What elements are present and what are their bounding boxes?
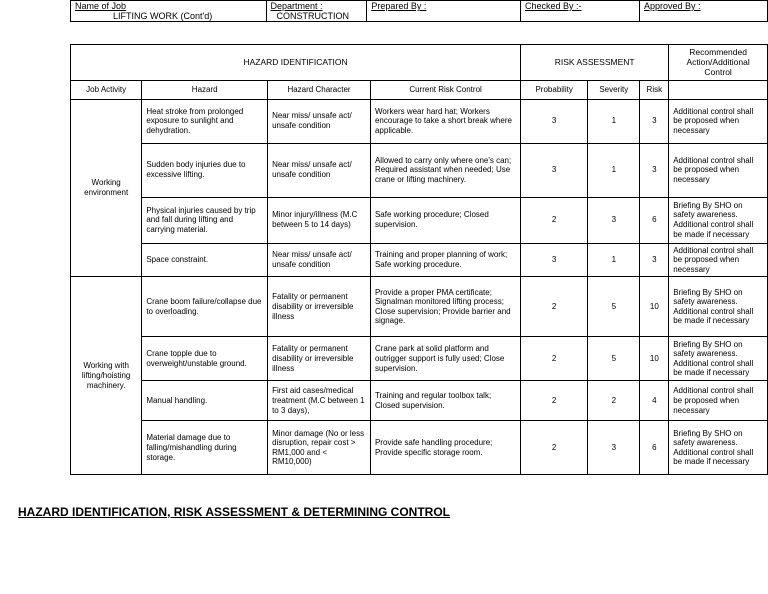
current-risk-control-header: Current Risk Control [370,80,520,99]
risk-control-cell: Provide safe handling procedure; Provide specific storage room. [370,421,520,475]
hazard-character-cell: Near miss/ unsafe act/ unsafe condition [268,99,371,143]
recommended-action-cell: Briefing By SHO on safety awareness. Additional control shall be made if necessary [669,337,768,381]
severity-cell: 1 [588,243,640,277]
recommended-action-cell: Additional control shall be proposed when necessary [669,99,768,143]
action-header-empty [669,80,768,99]
job-name-cell [71,1,267,22]
hazard-table [70,44,768,475]
risk-control-cell: Crane park at solid platform and outrigger support is fully used; Close supervision. [370,337,520,381]
risk-cell: 10 [640,277,669,337]
hazard-header: Hazard [142,80,268,99]
risk-control-cell: Provide a proper PMA certificate; Signalman monitored lifting process; Close supervision; Provide barrier and signage. [370,277,520,337]
table-row [71,381,768,421]
table-row [71,421,768,475]
risk-control-cell: Workers wear hard hat; Workers encourage to take a short break where applicable. [370,99,520,143]
risk-cell: 4 [640,381,669,421]
table-row [71,337,768,381]
probability-cell: 3 [521,143,588,197]
hazard-cell: Sudden body injuries due to excessive lifting. [142,143,268,197]
risk-cell: 3 [640,243,669,277]
hazard-cell: Space constraint. [142,243,268,277]
probability-cell: 2 [521,337,588,381]
severity-cell: 1 [588,99,640,143]
hazard-character-cell: Minor injury/illness (M.C between 5 to 14 days) [268,197,371,243]
hazard-cell: Crane boom failure/collapse due to overloading. [142,277,268,337]
hazard-cell: Physical injuries caused by trip and fall during lifting and carrying material. [142,197,268,243]
severity-cell: 3 [588,197,640,243]
prepared-by-label: Prepared By : [371,1,427,11]
hazard-cell: Heat stroke from prolonged exposure to sunlight and dehydration. [142,99,268,143]
probability-cell: 2 [521,277,588,337]
hazard-character-cell: Minor damage (No or less disruption, repair cost > RM1,000 and < RM10,000) [268,421,371,475]
table-row [71,243,768,277]
table-row [71,99,768,143]
recommended-action-cell: Briefing By SHO on safety awareness. Additional control shall be made if necessary [669,421,768,475]
risk-header: Risk [640,80,669,99]
risk-cell: 6 [640,197,669,243]
approved-by-label: Approved By : [644,1,701,11]
checked-by-label: Checked By :- [524,1,582,11]
hazard-cell: Material damage due to falling/mishandling during storage. [142,421,268,475]
job-name-label: Name of Job [75,1,127,11]
hazard-character-cell: Near miss/ unsafe act/ unsafe condition [268,143,371,197]
department-label: Department : [270,1,323,11]
hazard-character-cell: Near miss/ unsafe act/ unsafe condition [268,243,371,277]
recommended-action-cell: Briefing By SHO on safety awareness. Additional control shall be made if necessary [669,277,768,337]
risk-control-cell: Allowed to carry only where one's can; Required assistant when needed; Use crane or lifting machinery. [370,143,520,197]
severity-cell: 5 [588,337,640,381]
probability-cell: 2 [521,421,588,475]
severity-cell: 3 [588,421,640,475]
hazard-character-header: Hazard Character [268,80,371,99]
department-value: CONSTRUCTION [276,11,350,21]
job-activity-header: Job Activity [71,80,142,99]
severity-cell: 1 [588,143,640,197]
hazard-character-cell: First aid cases/medical treatment (M.C between 1 to 3 days), [268,381,371,421]
job-activity-cell: Working with lifting/hoisting machinery. [71,277,142,475]
risk-cell: 3 [640,99,669,143]
recommended-action-cell: Briefing By SHO on safety awareness. Additional control shall be made if necessary [669,197,768,243]
severity-header: Severity [588,80,640,99]
table-row [71,143,768,197]
job-activity-cell: Working environment [71,99,142,277]
severity-cell: 2 [588,381,640,421]
prepared-by-cell [367,1,521,22]
approved-by-cell [640,1,768,22]
document-title: HAZARD IDENTIFICATION, RISK ASSESSMENT & DETERMINING CONTROL [18,505,450,519]
risk-control-cell: Safe working procedure; Closed supervision. [370,197,520,243]
table-row [71,277,768,337]
probability-header: Probability [521,80,588,99]
hazard-identification-header: HAZARD IDENTIFICATION [71,45,521,81]
hazard-character-cell: Fatality or permanent disability or irreversible illness [268,277,371,337]
recommended-action-header: Recommended Action/Additional Control [669,45,768,81]
probability-cell: 3 [521,243,588,277]
risk-control-cell: Training and proper planning of work; Safe working procedure. [370,243,520,277]
risk-cell: 10 [640,337,669,381]
risk-cell: 6 [640,421,669,475]
probability-cell: 2 [521,381,588,421]
probability-cell: 2 [521,197,588,243]
hazard-cell: Crane topple due to overweight/unstable ground. [142,337,268,381]
checked-by-cell [520,1,639,22]
recommended-action-cell: Additional control shall be proposed when necessary [669,243,768,277]
department-cell [266,1,367,22]
hazard-character-cell: Fatality or permanent disability or irreversible illness [268,337,371,381]
job-info-table [70,0,768,22]
risk-control-cell: Training and regular toolbox talk; Closed supervision. [370,381,520,421]
severity-cell: 5 [588,277,640,337]
risk-assessment-header: RISK ASSESSMENT [521,45,669,81]
risk-cell: 3 [640,143,669,197]
probability-cell: 3 [521,99,588,143]
hazard-cell: Manual handling. [142,381,268,421]
table-row [71,197,768,243]
recommended-action-cell: Additional control shall be proposed when necessary [669,381,768,421]
job-name-value: LIFTING WORK (Cont'd) [113,11,213,21]
recommended-action-cell: Additional control shall be proposed when necessary [669,143,768,197]
